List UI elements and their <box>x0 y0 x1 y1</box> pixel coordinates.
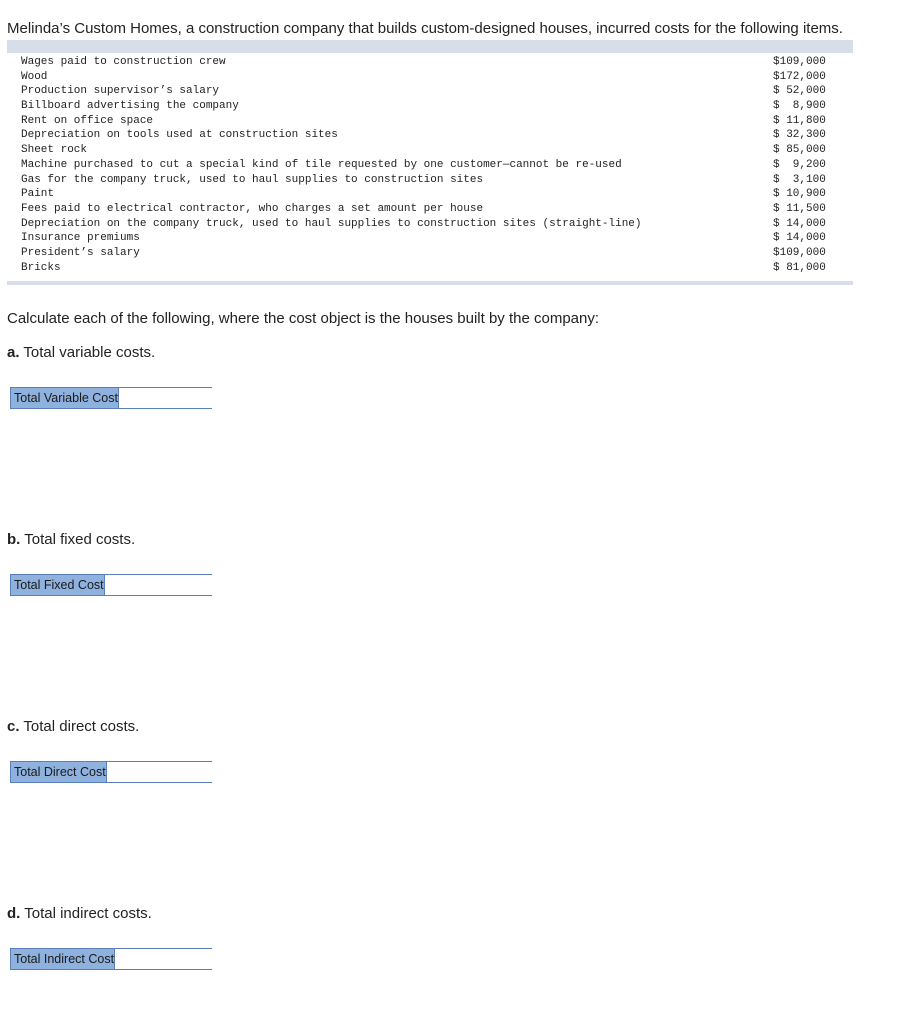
cost-row <box>7 261 853 276</box>
cost-amount: $ 3,100 <box>773 173 826 186</box>
cost-item: Bricks <box>21 261 61 274</box>
question-letter: d. <box>7 905 21 922</box>
question-text: Total variable costs. <box>23 344 156 361</box>
answer-row-fixed <box>10 574 212 596</box>
cost-row <box>7 173 853 188</box>
cost-item: Gas for the company truck, used to haul supplies to construction sites <box>21 173 484 186</box>
cost-amount: $ 52,000 <box>773 85 826 98</box>
cost-amount: $109,000 <box>773 56 826 68</box>
cost-item: Wages paid to construction crew <box>21 56 226 68</box>
cost-amount: $ 14,000 <box>773 232 826 245</box>
cost-row <box>7 84 853 99</box>
cost-item: Depreciation on tools used at construction sites <box>21 129 338 142</box>
answer-label: Total Fixed Cost <box>11 575 104 595</box>
answer-row-variable <box>10 387 212 409</box>
cost-row <box>7 158 853 173</box>
cost-item: Rent on office space <box>21 114 154 127</box>
problem-intro: Melinda’s Custom Homes, a construction company that builds custom-designed houses, incurred costs for the following items. <box>7 20 843 37</box>
cost-amount: $172,000 <box>773 70 826 83</box>
cost-row <box>7 143 853 158</box>
cost-row <box>7 70 853 85</box>
cost-amount: $ 10,900 <box>773 188 826 201</box>
answer-label: Total Indirect Cost <box>11 949 114 969</box>
cost-row <box>7 128 853 143</box>
cost-item: President’s salary <box>21 246 140 259</box>
answer-label: Total Direct Cost <box>11 762 106 782</box>
cost-item: Fees paid to electrical contractor, who charges a set amount per house <box>21 202 484 215</box>
cost-amount: $ 85,000 <box>773 144 826 157</box>
total-fixed-cost-input[interactable] <box>104 575 268 595</box>
total-variable-cost-input[interactable] <box>118 388 282 408</box>
question-text: Total direct costs. <box>23 718 140 735</box>
cost-row <box>7 231 853 246</box>
cost-item: Depreciation on the company truck, used to haul supplies to construction sites (straight-line) <box>21 217 642 230</box>
total-indirect-cost-input[interactable] <box>114 949 278 969</box>
cost-row <box>7 99 853 114</box>
input-wrap <box>104 575 268 595</box>
answer-row-indirect <box>10 948 212 970</box>
cost-item: Billboard advertising the company <box>21 100 239 113</box>
question-d <box>7 905 152 923</box>
cost-row <box>7 55 853 70</box>
cost-item: Machine purchased to cut a special kind of tile requested by one customer—cannot be re-used <box>21 158 622 171</box>
instruction-text: Calculate each of the following, where the cost object is the houses built by the company: <box>7 310 600 327</box>
cost-item: Sheet rock <box>21 144 88 157</box>
question-letter: b. <box>7 531 21 548</box>
answer-row-direct <box>10 761 212 783</box>
cost-amount: $ 9,200 <box>773 158 826 171</box>
cost-amount: $ 11,800 <box>773 114 826 127</box>
cost-item: Production supervisor’s salary <box>21 85 220 98</box>
cost-row <box>7 217 853 232</box>
cost-item: Insurance premiums <box>21 232 140 245</box>
input-wrap <box>114 949 278 969</box>
question-text: Total indirect costs. <box>24 905 152 922</box>
cost-item: Wood <box>21 70 48 83</box>
question-text: Total fixed costs. <box>24 531 136 548</box>
cost-amount: $ 8,900 <box>773 100 826 113</box>
cost-amount: $ 81,000 <box>773 261 826 274</box>
question-a <box>7 344 155 362</box>
cost-amount: $ 11,500 <box>773 202 826 215</box>
cost-row <box>7 187 853 202</box>
cost-item: Paint <box>21 188 55 201</box>
cost-table <box>7 40 853 285</box>
input-wrap <box>106 762 270 782</box>
cost-amount: $ 14,000 <box>773 217 826 230</box>
question-letter: a. <box>7 344 20 361</box>
cost-row <box>7 202 853 217</box>
cost-amount: $109,000 <box>773 246 826 259</box>
cost-row <box>7 246 853 261</box>
input-wrap <box>118 388 282 408</box>
cost-row <box>7 114 853 129</box>
answer-label: Total Variable Cost <box>11 388 118 408</box>
question-letter: c. <box>7 718 20 735</box>
question-b <box>7 531 135 549</box>
total-direct-cost-input[interactable] <box>106 762 270 782</box>
question-c <box>7 718 139 736</box>
cost-amount: $ 32,300 <box>773 129 826 142</box>
